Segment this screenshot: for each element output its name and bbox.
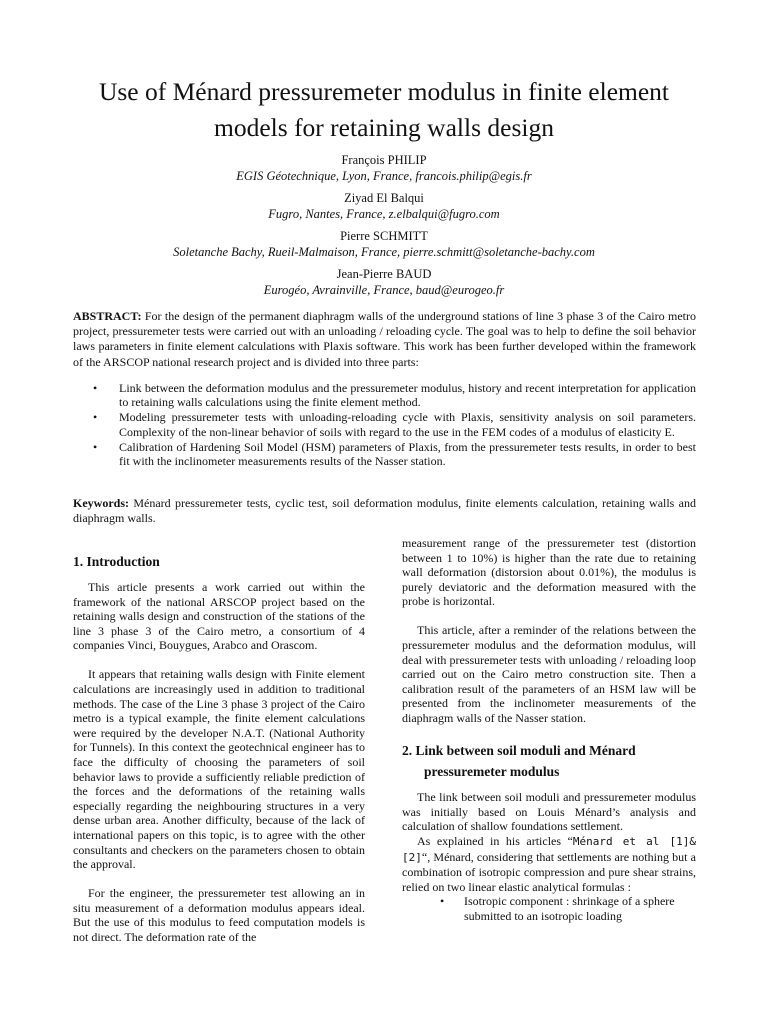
author-name: François PHILIP: [341, 153, 427, 167]
paragraph-text: As explained in his articles “: [417, 833, 573, 848]
right-column: [402, 536, 696, 923]
bullet-icon: •: [93, 410, 98, 425]
title-line-2: models for retaining walls design: [214, 113, 554, 142]
author-name: Pierre SCHMITT: [340, 229, 428, 243]
keywords: [73, 496, 696, 526]
list-item-text: Isotropic component : shrinkage of a sphere submitted to an isotropic loading: [464, 894, 675, 923]
citation-ref: Ménard et al [1]&[2]: [402, 834, 696, 864]
section-heading: [402, 740, 696, 782]
paragraph-text: “, Ménard, considering that settlements are nothing but a combination of isotropic compression and pure shear strains, relied on two linear elastic analytical formulas :: [402, 849, 696, 894]
abstract-label: ABSTRACT:: [73, 309, 142, 323]
bullet-icon: •: [440, 894, 445, 909]
author-affiliation: Fugro, Nantes, France, z.elbalqui@fugro.com: [268, 207, 500, 221]
list-item-text: Link between the deformation modulus and the pressuremeter modulus, history and recent interpretation for application to retaining walls calculations using the finite element method.: [119, 381, 696, 410]
paragraph: This article presents a work carried out within the framework of the national ARSCOP project based on the retaining walls design and construction of the stations of the line 3 phase 3 of the Cairo metro, a consortium of 4 companies Vinci, Bouygues, Arabco and Orascom.: [73, 580, 365, 653]
list-item-text: Calibration of Hardening Soil Model (HSM) parameters of Plaxis, from the pressuremeter tests results, in order to best fit with the inclinometer measurements results of the Nasser station.: [119, 439, 696, 469]
list-item: [93, 410, 696, 438]
list-item: [93, 381, 696, 409]
section-heading: 1. Introduction: [73, 554, 160, 569]
title-line-1: Use of Ménard pressuremeter modulus in finite element: [98, 77, 670, 106]
keywords-text: Ménard pressuremeter tests, cyclic test, soil deformation modulus, finite elements calculation, retaining walls and diaphragm walls.: [73, 496, 696, 526]
paragraph: For the engineer, the pressuremeter test allowing an in situ measurement of a deformation modulus appears ideal. But the use of this modulus to feed computation models is not direct. The deformation rate of the: [73, 886, 365, 945]
paper-title: [60, 74, 708, 146]
paragraph: [402, 834, 696, 894]
left-column: [73, 552, 365, 945]
paragraph: This article, after a reminder of the relations between the pressuremeter modulus and the deformation modulus, will deal with pressuremeter tests with unloading / reloading loop carried out on the Cairo metro construction site. Then a calibration result of the parameters of an HSM law will be presented from the inclinometer measurements of the diaphragm walls of the Nasser station.: [402, 623, 696, 726]
author-name: Ziyad El Balqui: [344, 191, 424, 205]
list-item: [93, 440, 696, 468]
author-affiliation: EGIS Géotechnique, Lyon, France, francois.philip@egis.fr: [236, 169, 532, 183]
bullet-icon: •: [93, 439, 98, 454]
abstract-text: For the design of the permanent diaphragm walls of the underground stations of line 3 phase 3 of the Cairo metro project, pressuremeter tests were carried out with an unloading / reloading cycle. The goal was to help to define the soil behavior laws parameters in finite element calculations with Plaxis software. This work has been further developed within the framework of the ARSCOP national research project and is divided into three parts:: [73, 309, 696, 369]
section-heading-line-1: 2. Link between soil moduli and Ménard: [402, 743, 636, 759]
paragraph: It appears that retaining walls design with Finite element calculations are increasingly used in addition to traditional methods. The case of the Line 3 phase 3 project of the Cairo metro is a typical example, the finite element calculations were required by the developer N.A.T. (National Authority for Tunnels). In this context the geotechnical engineer has to face the difficulty of choosing the parameters of soil behavior laws to provide a sufficiently reliable prediction of the forces and the deformations of the retaining walls especially regarding the neighbouring structures in a very dense urban area. Another difficulty, because of the lack of international papers on this topic, is to agree with the other consultants and checkers on the parameters chosen to obtain the approval.: [73, 667, 365, 872]
paragraph: The link between soil moduli and pressuremeter modulus was initially based on Louis Ménard’s analysis and calculation of shallow foundations settlement.: [402, 790, 696, 834]
author-name: Jean-Pierre BAUD: [336, 267, 432, 281]
paragraph: measurement range of the pressuremeter test (distortion between 1 to 10%) is higher than the rate due to retaining wall deformation (distorsion about 0.01%), the modulus is purely deviatoric and the deformation measured with the probe is horizontal.: [402, 536, 696, 609]
list-item: [402, 894, 696, 923]
section-heading-line-2: pressuremeter modulus: [424, 764, 560, 780]
author-block: [60, 152, 708, 304]
author-affiliation: Soletanche Bachy, Rueil-Malmaison, France, pierre.schmitt@soletanche-bachy.com: [173, 245, 595, 259]
abstract: [73, 309, 696, 370]
abstract-bullet-list: [93, 381, 696, 469]
keywords-label: Keywords:: [73, 496, 129, 510]
list-item-text: Modeling pressuremeter tests with unloading-reloading cycle with Plaxis, sensitivity analysis on soil parameters. Complexity of the non-linear behavior of soils with regard to the use in the FEM codes of a modulus of elasticity E.: [119, 410, 696, 439]
author-affiliation: Eurogéo, Avrainville, France, baud@eurogeo.fr: [263, 283, 505, 297]
bullet-icon: •: [93, 381, 98, 395]
